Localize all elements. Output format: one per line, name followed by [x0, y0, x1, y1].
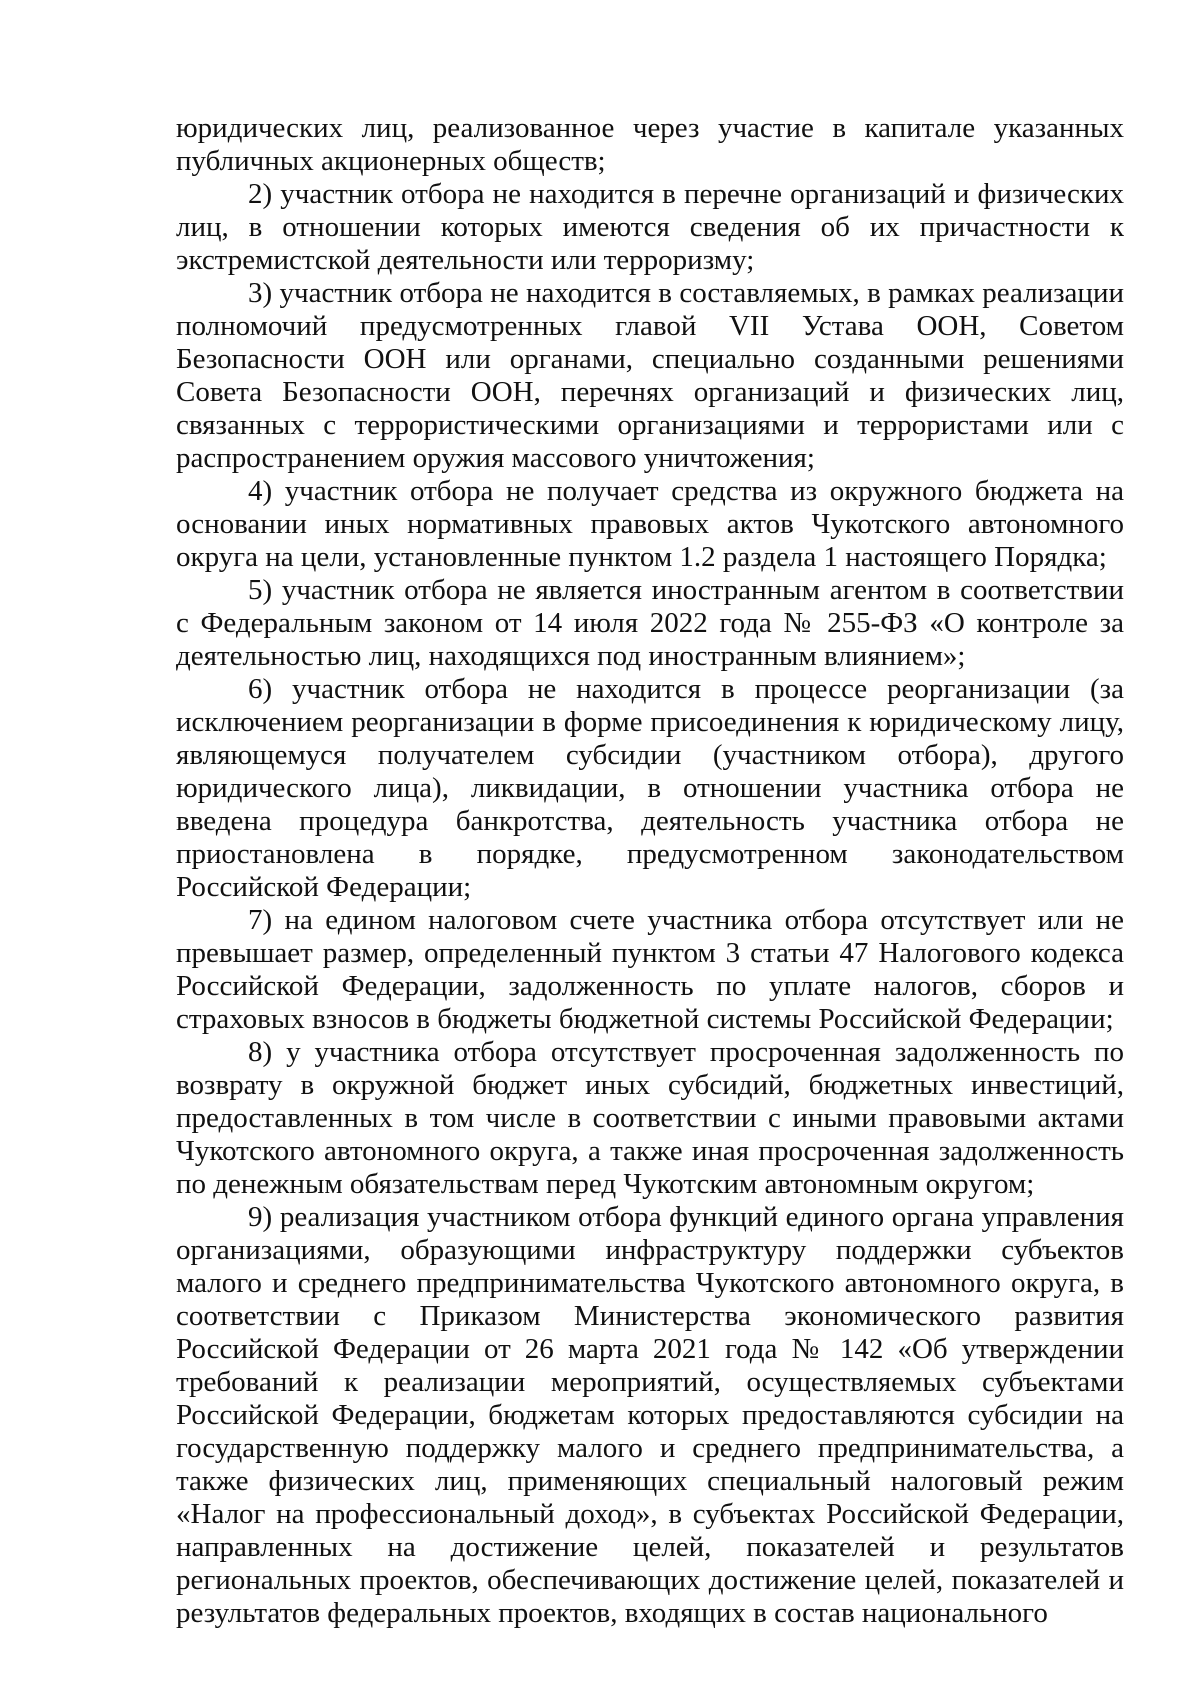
paragraph-item-9: 9) реализация участником отбора функций единого органа управления организациями, образующими инфраструктуру поддержки субъектов малого и среднего предпринимательства Чукотского автономного округа, в соответствии с Приказом Министерства экономического развития Российской Федерации от 26 марта 2021 года № 142 «Об утверждении требований к реализации мероприятий, осуществляемых субъектами Российской Федерации, бюджетам которых предоставляются субсидии на государственную поддержку малого и среднего предпринимательства, а также физических лиц, применяющих специальный налоговый режим «Налог на профессиональный доход», в субъектах Российской Федерации, направленных на достижение целей, показателей и результатов региональных проектов, обеспечивающих достижение целей, показателей и результатов федеральных проектов, входящих в состав национального [176, 1201, 1124, 1629]
paragraph-item-8: 8) у участника отбора отсутствует просроченная задолженность по возврату в окружной бюджет иных субсидий, бюджетных инвестиций, предоставленных в том числе в соответствии с иными правовыми актами Чукотского автономного округа, а также иная просроченная задолженность по денежным обязательствам перед Чукотским автономным округом; [176, 1036, 1124, 1200]
paragraph-continuation: юридических лиц, реализованное через участие в капитале указанных публичных акционерных обществ; [176, 112, 1124, 177]
paragraph-item-2: 2) участник отбора не находится в перечне организаций и физических лиц, в отношении которых имеются сведения об их причастности к экстремистской деятельности или терроризму; [176, 178, 1124, 276]
paragraph-item-6: 6) участник отбора не находится в процессе реорганизации (за исключением реорганизации в форме присоединения к юридическому лицу, являющемуся получателем субсидии (участником отбора), другого юридического лица), ликвидации, в отношении участника отбора не введена процедура банкротства, деятельность участника отбора не приостановлена в порядке, предусмотренном законодательством Российской Федерации; [176, 673, 1124, 903]
paragraph-item-7: 7) на едином налоговом счете участника отбора отсутствует или не превышает размер, определенный пунктом 3 статьи 47 Налогового кодекса Российской Федерации, задолженность по уплате налогов, сборов и страховых взносов в бюджеты бюджетной системы Российской Федерации; [176, 904, 1124, 1035]
paragraph-item-5: 5) участник отбора не является иностранным агентом в соответствии с Федеральным законом от 14 июля 2022 года № 255-ФЗ «О контроле за деятельностью лиц, находящихся под иностранным влиянием»; [176, 574, 1124, 672]
paragraph-item-3: 3) участник отбора не находится в составляемых, в рамках реализации полномочий предусмотренных главой VII Устава ООН, Советом Безопасности ООН или органами, специально созданными решениями Совета Безопасности ООН, перечнях организаций и физических лиц, связанных с террористическими организациями и террористами или с распространением оружия массового уничтожения; [176, 277, 1124, 474]
document-page [176, 112, 1124, 1630]
paragraph-item-4: 4) участник отбора не получает средства из окружного бюджета на основании иных нормативных правовых актов Чукотского автономного округа на цели, установленные пунктом 1.2 раздела 1 настоящего Порядка; [176, 475, 1124, 573]
